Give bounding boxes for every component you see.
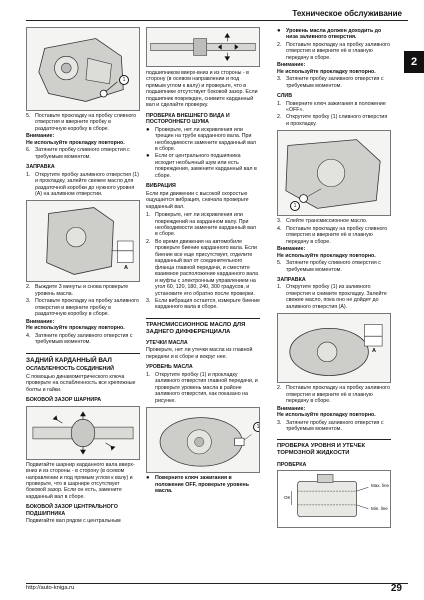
attention-title: Внимание: bbox=[277, 62, 306, 69]
max-line-label: Max. line bbox=[371, 482, 390, 488]
list-item: 1. Открутите пробку заливного отверстия (1) и прокладку, залейте свежее масло для раздаточной коробки до нужного уровня (A) на заливном отверстии. bbox=[26, 171, 139, 197]
footer-url: http://auto-kniga.ru bbox=[26, 584, 75, 591]
list-item: 2. Во время движения на автомобиле проверьте биение карданного вала. Если биение все еще присутствует, отделите карданный вал от соединительного фланца главной передачи, и сместите взаимное расположение карданного вала и муфты с электронным управлением на угол 60, 120, 180, 240, 300 градусов, и установите его обратно после проверки. bbox=[146, 238, 259, 297]
figure-transfer-case-refill bbox=[26, 200, 140, 282]
brake-reservoir-illustration bbox=[278, 471, 390, 527]
subheading-bearing: БОКОВОЙ ЗАЗОР ЦЕНТРАЛЬНОГО ПОДШИПНИКА bbox=[26, 504, 118, 517]
paragraph: Проверьте, нет ли утечки масла из главной передачи и в сборе и вокруг нее. bbox=[146, 347, 253, 360]
attention-text: Не используйте прокладку повторно. bbox=[277, 68, 376, 75]
figure-callout-1: 1 bbox=[290, 201, 300, 211]
column-1 bbox=[26, 27, 140, 527]
attention-title: Внимание: bbox=[277, 246, 306, 253]
attention-title: Внимание: bbox=[26, 318, 55, 325]
list-item: 5. Поставьте прокладку на пробку сливного отверстия и вверните пробку в раздаточную коробку в сборе. bbox=[26, 113, 137, 132]
subheading-vibration: ВИБРАЦИЯ bbox=[146, 183, 176, 190]
figure-label-a: A bbox=[372, 348, 376, 355]
paragraph: С помощью динамометрического ключа проверьте на ослабленность все крепежные болты и гайки. bbox=[26, 373, 136, 393]
paragraph: Подвигайте шарнир карданного вала вверх-вниз и из стороны - в сторону (в осевом направлении и под прямым углом к валу) и проверьте, что в шарнире отсутствует боковой зазор. Если он есть, замените карданный вал в сборе. bbox=[26, 461, 135, 500]
subheading-leak: УТЕЧКИ МАСЛА bbox=[146, 339, 188, 346]
attention-text: Не используйте прокладку повторно. bbox=[277, 412, 376, 419]
attention-text: Не используйте прокладку повторно. bbox=[277, 252, 376, 259]
figure-fill-plug bbox=[277, 313, 391, 383]
figure-label-a: A bbox=[124, 265, 128, 272]
subheading-refill: ЗАПРАВКА bbox=[277, 276, 306, 283]
list-item: 2. Поставьте прокладку на пробку заливного отверстия и вверните её в главную передачу в сборе. bbox=[277, 385, 390, 405]
figure-brake-reservoir bbox=[277, 470, 391, 528]
list-item: 5. Затяните пробку сливного отверстия с требуемым моментом. bbox=[277, 260, 381, 273]
column-2 bbox=[146, 27, 260, 495]
attention-title: Внимание: bbox=[277, 405, 306, 412]
list-item: 3. Затяните пробку заливного отверстия с требуемым моментом. bbox=[277, 76, 384, 89]
section-heading-diff-oil: ТРАНСМИССИОННОЕ МАСЛО ДЛЯ ЗАДНЕГО ДИФФЕРЕНЦИАЛА bbox=[146, 318, 260, 336]
column-3 bbox=[277, 27, 391, 528]
list-item: 6. Затяните пробку сливного отверстия с требуемым моментом. bbox=[26, 147, 130, 160]
figure-callout-1: 1 bbox=[253, 422, 260, 432]
paragraph: Подвигайте вал рядом с центральным bbox=[26, 518, 121, 525]
list-item: 2. Поставьте прокладку на пробку заливного отверстия и вверните её в главную передачу в сборе. bbox=[277, 41, 390, 61]
transfer-case-refill-illustration bbox=[27, 201, 139, 281]
subheading-check: ПРОВЕРКА bbox=[277, 461, 307, 468]
list-item: 3. Затяните пробку заливного отверстия с требуемым моментом. bbox=[277, 419, 384, 432]
section-heading-brake-fluid: ПРОВЕРКА УРОВНЯ И УТЕЧЕК ТОРМОЗНОЙ ЖИДКОСТИ bbox=[277, 439, 391, 457]
figure-transfer-case bbox=[26, 27, 140, 111]
center-bearing-illustration bbox=[147, 28, 259, 66]
list-item: ● Если от центрального подшипника исходит необычный шум или есть повреждения, замените карданный вал в сборе. bbox=[146, 153, 257, 179]
subheading-inspect: ПРОВЕРКА ВНЕШНЕГО ВИДА И ПОСТОРОННЕГО ШУМА bbox=[146, 112, 230, 126]
chapter-tab: 2 bbox=[404, 51, 424, 73]
list-item: 2. Выждите 3 минуты и снова проверьте уровень масла. bbox=[26, 284, 129, 297]
paragraph: подшипником вверх-вниз и из стороны - в сторону (в осевом направлении и под прямым углом к валу) и проверьте, что в подшипнике отсутствует боковой зазор. Если подшипник поврежден, снимите карданный вал и сделайте проверку. bbox=[146, 70, 258, 109]
list-item: 3. Поставьте прокладку на пробку заливного отверстия и вверните пробку в раздаточную коробку в сборе. bbox=[26, 298, 139, 318]
list-item: 1. Открутите пробку (1) и прокладку заливного отверстия главной передачи, и проверьте уровень масла в районе заливного отверстия, как показано на рисунке. bbox=[146, 371, 258, 404]
list-item: 4. Затяните пробку заливного отверстия с требуемым моментом. bbox=[26, 332, 133, 346]
list-item: 4. Поставьте прокладку на пробку сливного отверстия и вверните её в главную передачу в сборе. bbox=[277, 225, 388, 245]
list-item: 1. Проверьте, нет ли искривления или повреждений на карданном валу. При необходимости замените карданный вал в сборе. bbox=[146, 212, 256, 238]
list-item: 3. Если вибрация остается, измерьте биение карданного вала в сборе. bbox=[146, 297, 260, 311]
attention-text: Не используйте прокладку повторно. bbox=[26, 139, 125, 146]
page-number: 29 bbox=[390, 582, 402, 594]
figure-differential bbox=[146, 407, 260, 473]
figure-joint bbox=[26, 406, 140, 460]
list-item: 2. Открутите пробку (1) сливного отверстия и прокладку. bbox=[277, 114, 388, 127]
differential-illustration bbox=[147, 408, 259, 472]
section-heading-rear-shaft: ЗАДНИЙ КАРДАННЫЙ ВАЛ bbox=[26, 353, 140, 365]
attention-text: Не используйте прокладку повторно. bbox=[26, 325, 125, 332]
attention-title: Внимание: bbox=[26, 133, 55, 140]
subheading-drain: СЛИВ bbox=[277, 93, 293, 100]
subheading-sideplay: БОКОВОЙ ЗАЗОР ШАРНИРА bbox=[26, 397, 102, 404]
subheading-loosening: ОСЛАБЛЕННОСТЬ СОЕДИНЕНИЙ bbox=[26, 366, 114, 373]
figure-drain-plug bbox=[277, 130, 391, 216]
list-item: ● Поверните ключ зажигания в положение OFF, проверьте уровень масла. bbox=[146, 475, 249, 494]
min-line-label: Min. line bbox=[371, 505, 388, 511]
paragraph: Если при движении с высокой скоростью ощущается вибрация, сначала проверьте карданный вал. bbox=[146, 190, 249, 210]
page-header-title: Техническое обслуживание bbox=[292, 9, 402, 18]
header-rule bbox=[26, 20, 408, 21]
list-item: ● Проверьте, нет ли искривления или трещин на трубе карданного вала. При необходимости замените карданный вал в сборе. bbox=[146, 126, 256, 152]
footer-rule bbox=[26, 583, 408, 584]
section-heading-refill: ЗАПРАВКА bbox=[26, 164, 55, 171]
list-item: 3. Слейте трансмиссионное масло. bbox=[277, 218, 368, 225]
list-item: ● Уровень масла должен доходить до низа заливного отверстия. bbox=[277, 28, 382, 41]
figure-center-bearing bbox=[146, 27, 260, 67]
list-item: 1. Поверните ключ зажигания в положение «OFF». bbox=[277, 100, 386, 113]
joint-illustration bbox=[27, 407, 139, 459]
list-item: 1. Открутите пробку (1) из заливного отверстия и снимите прокладку. Залейте свежее масло, пока оно не дойдет до заливного отверстия (A). bbox=[277, 284, 387, 310]
subheading-level: УРОВЕНЬ МАСЛА bbox=[146, 364, 193, 371]
transfer-case-illustration bbox=[27, 28, 139, 110]
ok-label: OK bbox=[284, 494, 291, 500]
figure-callout-1: 1 bbox=[119, 75, 129, 85]
